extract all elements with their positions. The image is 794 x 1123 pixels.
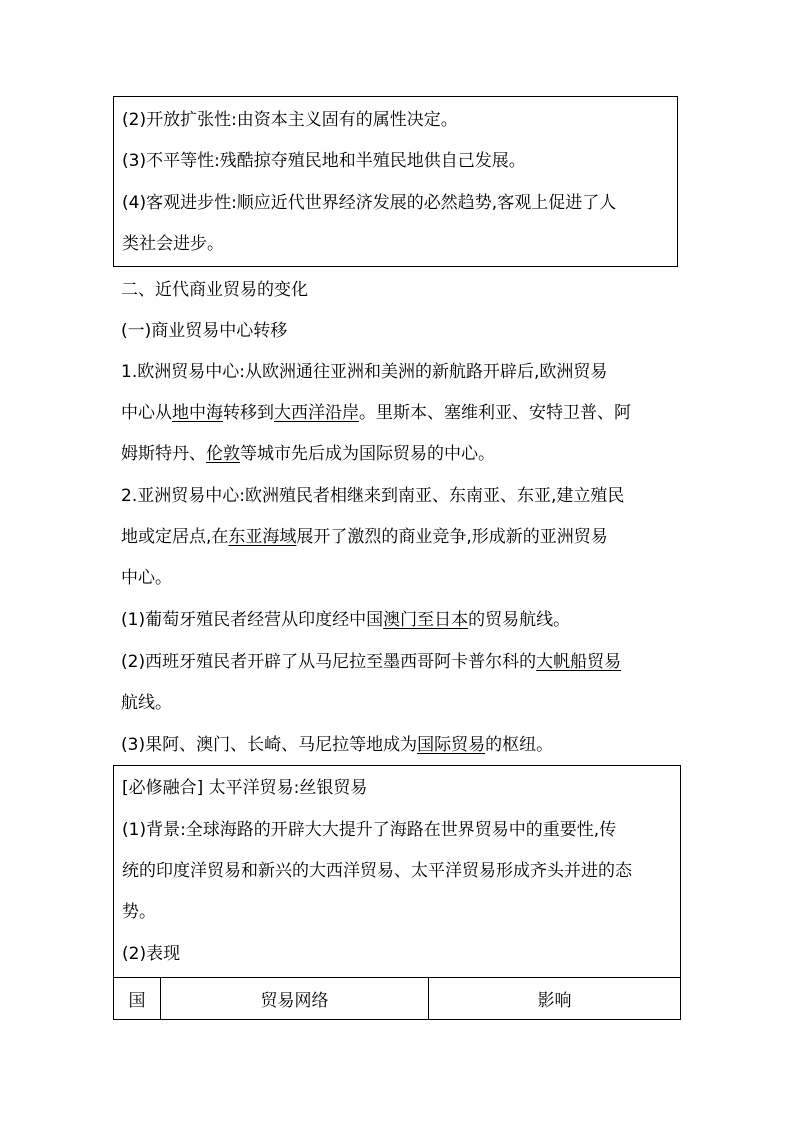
table-header-row [114, 978, 681, 1020]
box2-line-3: 势。 [122, 902, 156, 922]
box2-line-1: (1)背景:全球海路的开辟大大提升了海路在世界贸易中的重要性,传 [122, 820, 617, 840]
p2-line-1: 2.亚洲贸易中心:欧洲殖民者相继来到南亚、东南亚、东亚,建立殖民 [121, 486, 625, 506]
text: (1)葡萄牙殖民者经营从印度经中国 [121, 610, 384, 630]
text: 姆斯特丹、 [121, 444, 206, 464]
text: (3)果阿、澳门、长崎、马尼拉等地成为 [121, 735, 418, 755]
header-trade-network: 贸易网络 [161, 978, 429, 1020]
box2-title: [必修融合] 太平洋贸易:丝银贸易 [122, 778, 368, 798]
p2-line-2 [121, 525, 608, 549]
p1-line-3 [121, 442, 495, 466]
item-2-cont: 航线。 [121, 693, 172, 713]
item-2 [121, 650, 621, 674]
box2-line-4: (2)表现 [122, 944, 181, 964]
text: 。里斯本、塞维利亚、安特卫普、阿 [359, 403, 631, 423]
box1-line-3: (4)客观进步性:顺应近代世界经济发展的必然趋势,客观上促进了人 [122, 193, 617, 213]
underlined-term: 澳门至日本 [383, 610, 469, 630]
text: 的贸易航线。 [468, 610, 571, 630]
header-impact: 影响 [429, 978, 681, 1020]
box1-line-1: (2)开放扩张性:由资本主义固有的属性决定。 [122, 110, 458, 130]
underlined-term: 国际贸易 [417, 735, 486, 755]
text: 展开了激烈的商业竞争,形成新的亚洲贸易 [296, 527, 608, 547]
sub-title: (一)商业贸易中心转移 [121, 321, 288, 341]
p1-line-2 [121, 401, 631, 425]
trade-table [113, 977, 681, 1020]
text: 等城市先后成为国际贸易的中心。 [240, 444, 495, 464]
header-country: 国 [114, 978, 161, 1020]
p1-line-1: 1.欧洲贸易中心:从欧洲通往亚洲和美洲的新航路开辟后,欧洲贸易 [121, 362, 608, 382]
underlined-term: 大西洋沿岸 [274, 403, 359, 423]
underlined-term: 东亚海域 [228, 527, 297, 547]
text: 地或定居点,在 [121, 527, 229, 547]
text: (2)西班牙殖民者开辟了从马尼拉至墨西哥阿卡普尔科的 [121, 652, 537, 672]
text: 转移到 [223, 403, 274, 423]
text: 中心从 [121, 403, 172, 423]
item-3 [121, 733, 553, 757]
box1-line-2: (3)不平等性:残酷掠夺殖民地和半殖民地供自己发展。 [122, 151, 526, 171]
p2-line-3: 中心。 [121, 568, 172, 588]
text: 的枢纽。 [485, 735, 554, 755]
box1-line-4: 类社会进步。 [122, 234, 224, 254]
section-title: 二、近代商业贸易的变化 [121, 280, 308, 300]
underlined-term: 大帆船贸易 [536, 652, 622, 672]
box2-line-2: 统的印度洋贸易和新兴的大西洋贸易、太平洋贸易形成齐头并进的态 [122, 861, 632, 881]
underlined-term: 地中海 [172, 403, 223, 423]
item-1 [121, 608, 570, 632]
underlined-term: 伦敦 [206, 444, 240, 464]
